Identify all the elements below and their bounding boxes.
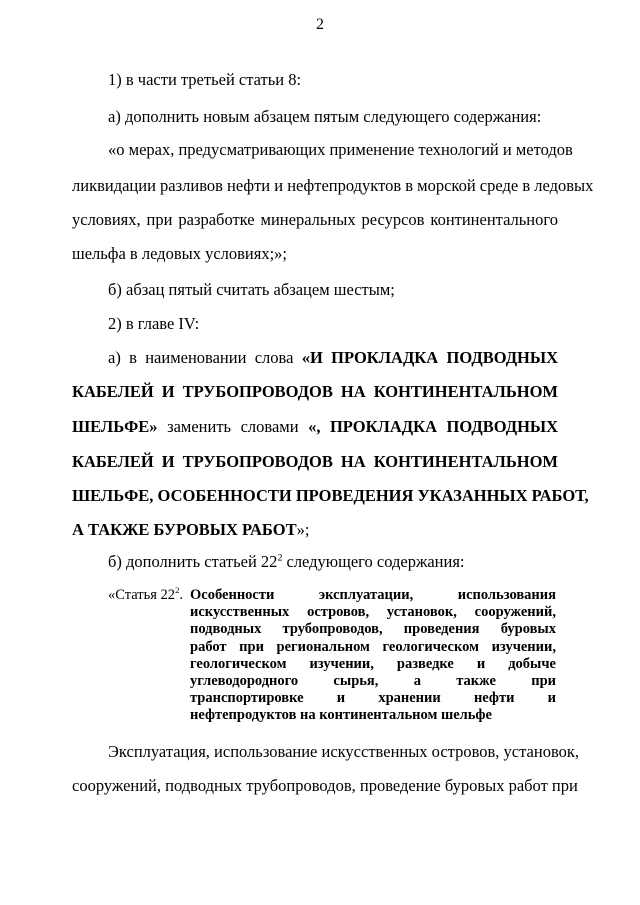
- article-title-line: нефтепродуктов на континентальном шельфе: [190, 707, 492, 724]
- item-2a-line1-bold: «И ПРОКЛАДКА ПОДВОДНЫХ: [301, 348, 559, 367]
- item-2a-line-3: [72, 417, 558, 437]
- article-title-line: подводных трубопроводов, проведения буровых: [190, 621, 556, 638]
- item-2a-line1-plain: а) в наименовании слова: [108, 348, 294, 367]
- quote-line-4: шельфа в ледовых условиях;»;: [72, 244, 288, 263]
- article-label-sup: 2: [175, 585, 180, 596]
- quote-line-1: «о мерах, предусматривающих применение технологий и методов: [108, 140, 573, 159]
- item-2a-line-6: [72, 520, 309, 540]
- article-label-prefix: «Статья 22: [108, 587, 176, 603]
- article-title-line: искусственных островов, установок, сооружений,: [190, 604, 556, 621]
- item-2a-line3-bold-b: «, ПРОКЛАДКА ПОДВОДНЫХ: [308, 417, 559, 436]
- article-title: [190, 587, 556, 725]
- body-line-1: Эксплуатация, использование искусственных островов, установок,: [108, 742, 580, 761]
- article-title-line: углеводородного сырья, а также при: [190, 673, 556, 690]
- item-2a-line-2: КАБЕЛЕЙ И ТРУБОПРОВОДОВ НА КОНТИНЕНТАЛЬНОМ: [72, 382, 558, 401]
- article-title-line: работ при региональном геологическом изучении,: [190, 638, 556, 655]
- item-2a-line3-bold-a: ШЕЛЬФЕ»: [72, 417, 158, 436]
- item-1: 1) в части третьей статьи 8:: [108, 70, 302, 89]
- item-2a-line-1: [108, 348, 558, 368]
- article-title-line: Особенности эксплуатации, использования: [190, 587, 556, 603]
- body-line-2: сооружений, подводных трубопроводов, проведение буровых работ при: [72, 776, 578, 795]
- item-2b-sup: 2: [277, 552, 283, 564]
- item-2: 2) в главе IV:: [108, 314, 200, 333]
- item-2b: [108, 552, 465, 572]
- item-2b-text-before: б) дополнить статьей 22: [108, 552, 278, 571]
- quote-line-2: ликвидации разливов нефти и нефтепродуктов в морской среде в ледовых: [72, 176, 594, 195]
- item-2b-text-after: следующего содержания:: [282, 552, 465, 571]
- article-title-line: геологическом изучении, разведке и добыче: [190, 655, 556, 672]
- article-title-line: транспортировке и хранении нефти и: [190, 690, 556, 707]
- item-1a: а) дополнить новым абзацем пятым следующего содержания:: [108, 107, 542, 126]
- item-2a-line3-plain: заменить словами: [167, 417, 299, 436]
- item-2a-line6-bold: А ТАКЖЕ БУРОВЫХ РАБОТ: [72, 520, 297, 539]
- article-label: [108, 587, 183, 604]
- item-1b: б) абзац пятый считать абзацем шестым;: [108, 280, 395, 299]
- item-2a-line-4: КАБЕЛЕЙ И ТРУБОПРОВОДОВ НА КОНТИНЕНТАЛЬНОМ: [72, 452, 558, 471]
- item-2a-line6-plain: »;: [296, 520, 310, 539]
- page-number: 2: [316, 16, 324, 33]
- quote-line-3: условиях, при разработке минеральных ресурсов континентального: [72, 210, 558, 229]
- item-2a-line-5: ШЕЛЬФЕ, ОСОБЕННОСТИ ПРОВЕДЕНИЯ УКАЗАННЫХ РАБОТ,: [72, 486, 589, 505]
- article-label-suffix: .: [179, 587, 184, 603]
